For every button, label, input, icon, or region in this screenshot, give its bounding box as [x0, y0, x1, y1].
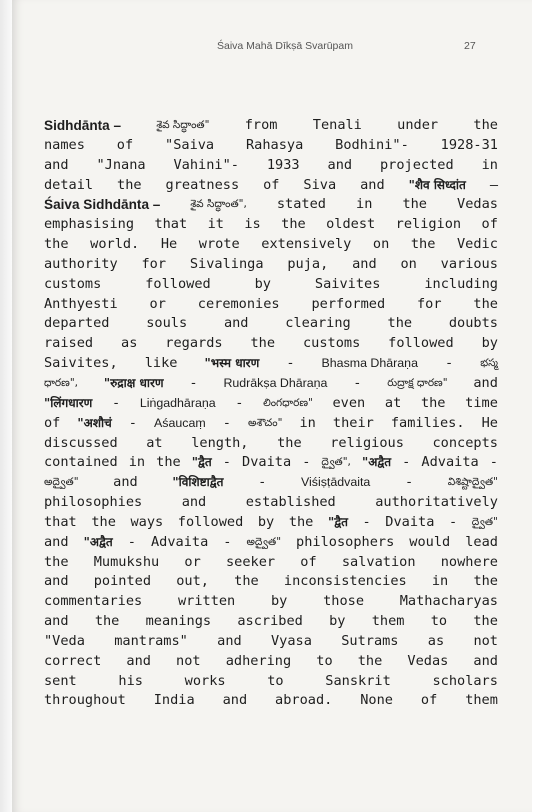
word: Sanskrit	[325, 672, 391, 689]
text-line	[44, 434, 498, 454]
word: like	[144, 355, 178, 372]
word: pointed	[93, 573, 152, 590]
word: inconsistencies	[283, 573, 407, 590]
word: established	[245, 494, 336, 511]
word: and	[360, 176, 385, 193]
word: "Jnana	[96, 156, 146, 173]
word: "अद्वैत	[83, 534, 113, 549]
word: as	[121, 335, 138, 352]
word: written	[177, 593, 236, 610]
word: the	[288, 513, 314, 530]
word: Saivites,	[44, 355, 118, 372]
text-line	[44, 572, 498, 592]
word: in	[481, 156, 498, 173]
word: "लिंगधारण	[44, 395, 93, 410]
word: Viśiṣṭādvaita	[300, 475, 371, 490]
word: in	[128, 454, 146, 471]
page-number: 27	[464, 40, 476, 52]
word: Advaita	[150, 533, 209, 550]
word: అశౌచం"	[247, 416, 283, 429]
word: and	[223, 315, 249, 332]
text-line	[44, 691, 498, 711]
word: "भस्म धारण	[204, 356, 260, 371]
word: for	[417, 295, 442, 312]
word: that	[44, 513, 77, 530]
text-line	[44, 493, 498, 513]
word: Dvaita	[385, 513, 435, 530]
word: greatness	[165, 176, 240, 193]
word: -	[286, 355, 295, 372]
word: అద్వైత"	[44, 476, 79, 489]
word: శైవ సిద్ధాంత",	[190, 198, 247, 211]
word: religion	[395, 216, 462, 233]
word: by	[329, 613, 346, 630]
word: "द्वैत	[191, 455, 212, 470]
word: authoritatively	[375, 494, 498, 511]
word: from	[244, 117, 278, 133]
word: ద్వైత",	[321, 456, 351, 469]
word: విశిష్టాద్వైత"	[447, 476, 498, 489]
word: Liṅgadhāraṇa	[139, 395, 216, 410]
word: the	[156, 454, 181, 471]
word: and	[181, 494, 207, 511]
text-line	[44, 652, 498, 672]
word: regards	[165, 335, 223, 352]
word: their	[332, 414, 374, 431]
word: the	[357, 652, 383, 669]
word: not	[176, 652, 201, 669]
text-line	[44, 275, 498, 295]
word: -	[128, 414, 137, 431]
word: Mathacharyas	[399, 593, 498, 610]
word: religious	[330, 434, 404, 451]
word: ways	[130, 513, 164, 530]
word: for	[141, 255, 167, 272]
word: రుద్రాక్ష ధారణ"	[387, 376, 448, 389]
running-header: Śaiva Mahā Dīkṣā Svarūpam	[217, 40, 353, 52]
word: oldest	[326, 216, 376, 233]
word: under	[397, 117, 439, 133]
word: of	[481, 216, 498, 233]
word: -	[223, 533, 232, 550]
word: doubts	[448, 315, 498, 332]
word: followed	[177, 513, 244, 530]
word: అద్వైత"	[246, 535, 282, 548]
word: and	[217, 632, 242, 649]
word: performed	[311, 295, 386, 312]
word: of	[263, 176, 280, 193]
word: -	[189, 374, 198, 391]
word: even	[332, 394, 366, 411]
word: -	[362, 513, 371, 530]
word: scholars	[432, 672, 498, 689]
text-line	[44, 394, 498, 414]
word: Bodhini"-	[335, 136, 409, 153]
word: extensively	[261, 236, 352, 253]
word: Vedic	[456, 236, 498, 253]
word: He	[160, 236, 178, 253]
word: and	[44, 613, 69, 630]
word: He	[481, 414, 498, 431]
word: the	[277, 434, 302, 451]
word: and	[44, 156, 69, 173]
word: seeker	[225, 553, 276, 570]
word: in	[431, 573, 449, 590]
text-line	[44, 295, 498, 315]
word: on	[400, 255, 417, 272]
text-line	[44, 255, 498, 275]
word: would	[409, 533, 451, 550]
word: stated	[276, 196, 326, 213]
word: Sivalinga	[189, 255, 264, 272]
word: salvation	[341, 553, 416, 570]
word: emphasising	[44, 216, 135, 233]
text-line	[44, 314, 498, 334]
word: puja,	[287, 255, 329, 272]
word: and	[126, 652, 151, 669]
word: the	[402, 196, 427, 213]
word: the	[250, 335, 276, 352]
word: లింగధారణ"	[263, 396, 313, 409]
word: –	[489, 176, 498, 193]
word: those	[323, 593, 365, 610]
word: and	[473, 652, 498, 669]
word: "शैव सिध्दांत	[408, 177, 466, 192]
word: "अद्वैत	[361, 455, 392, 470]
text-line	[44, 672, 498, 692]
word: not	[473, 632, 498, 649]
word: authority	[44, 255, 118, 272]
word: customs	[302, 335, 361, 352]
word: the	[410, 236, 436, 253]
word: the	[91, 513, 116, 530]
word: by	[254, 275, 271, 292]
word: the	[473, 573, 498, 590]
text-line	[44, 116, 498, 136]
word: Bhasma Dhāraṇa	[321, 356, 418, 371]
word: Saivites	[314, 275, 381, 292]
word: ceremonies	[197, 295, 280, 312]
word: the	[473, 117, 498, 133]
word: clearing	[285, 315, 351, 332]
text-line	[44, 533, 498, 553]
word: and	[222, 692, 248, 709]
word: "Saiva	[165, 136, 215, 153]
word: -	[258, 474, 267, 491]
word: and	[44, 573, 69, 590]
text-line	[44, 215, 498, 235]
word: souls	[146, 315, 188, 332]
word: concepts	[432, 434, 498, 451]
word: -	[353, 374, 362, 391]
word: the	[44, 553, 69, 570]
word: out,	[176, 573, 209, 590]
word: the	[387, 315, 413, 332]
text-line	[44, 592, 498, 612]
word: detail	[44, 176, 94, 193]
word: the	[44, 236, 69, 253]
word: the	[234, 573, 259, 590]
word: 1928-31	[440, 136, 498, 153]
word: "अशौचं	[77, 415, 112, 430]
word: or	[149, 295, 166, 312]
word: at	[384, 394, 402, 411]
text-line	[44, 136, 498, 156]
word: meanings	[145, 613, 212, 630]
text-line	[44, 453, 498, 473]
text-line	[44, 176, 498, 196]
word: on	[372, 236, 390, 253]
word: length,	[191, 434, 249, 451]
word: -	[448, 513, 458, 530]
word: philosophers	[296, 533, 395, 550]
word: Aśaucaṃ	[154, 415, 206, 430]
word: None	[360, 692, 393, 709]
word: commentaries	[44, 593, 143, 610]
text-line	[44, 156, 498, 176]
word: India	[153, 692, 195, 709]
word: -	[489, 454, 498, 471]
word: the	[473, 295, 498, 312]
word: Śaiva Sidhdānta –	[44, 197, 161, 213]
word: Dvaita	[242, 454, 292, 471]
word: to	[430, 613, 448, 630]
word: by	[270, 593, 288, 610]
text-line	[44, 195, 498, 215]
word: various	[440, 255, 498, 272]
word: abroad.	[275, 692, 333, 709]
word: names	[44, 136, 85, 153]
word: of	[420, 692, 438, 709]
text-line	[44, 513, 498, 533]
word: nowhere	[440, 553, 498, 570]
word: projected	[380, 156, 454, 173]
word: Vahini"-	[173, 156, 239, 173]
text-line	[44, 414, 498, 434]
word: Rudrākṣa Dhāraṇa	[223, 375, 328, 390]
word: wrote	[198, 236, 240, 253]
text-line	[44, 553, 498, 573]
word: "विशिष्टाद्वैत	[172, 475, 224, 490]
word: Vedas	[407, 652, 449, 669]
word: ద్వైత"	[471, 515, 498, 528]
body-text	[44, 116, 498, 711]
text-line	[44, 334, 498, 354]
word: Sidhdānta –	[44, 118, 122, 133]
word: of	[116, 136, 134, 153]
word: -	[404, 474, 414, 491]
word: sent	[44, 672, 77, 689]
word: as	[427, 632, 445, 649]
word: and	[352, 255, 377, 272]
word: -	[111, 394, 121, 411]
text-line	[44, 473, 498, 493]
text-line	[44, 235, 498, 255]
text-line	[44, 632, 498, 652]
word: Anthyesti	[44, 295, 118, 312]
word: raised	[44, 335, 94, 352]
word: correct	[44, 652, 102, 669]
word: throughout	[44, 692, 126, 709]
word: -	[445, 355, 454, 372]
word: including	[424, 275, 498, 292]
word: that	[154, 216, 188, 233]
word: them	[465, 692, 498, 709]
word: ధారణ",	[44, 376, 78, 389]
word: Vyasa	[271, 632, 312, 649]
word: and	[113, 474, 138, 491]
word: -	[402, 454, 411, 471]
word: by	[481, 335, 498, 352]
word: -	[127, 533, 136, 550]
word: and	[44, 533, 69, 550]
word: of	[300, 553, 317, 570]
word: discussed	[44, 434, 118, 451]
text-line	[44, 354, 498, 374]
word: or	[184, 553, 201, 570]
word: philosophies	[44, 494, 143, 511]
word: Mumukshu	[93, 553, 160, 570]
word: of	[44, 414, 61, 431]
word: world.	[90, 236, 140, 253]
word: to	[267, 672, 284, 689]
word: the	[473, 613, 498, 630]
word: Advaita	[421, 454, 479, 471]
word: works	[184, 672, 226, 689]
word: 1933	[266, 156, 300, 173]
word: contained	[44, 454, 118, 471]
word: it	[207, 216, 224, 233]
word: Sutrams	[341, 632, 399, 649]
word: in	[299, 414, 316, 431]
word: and	[327, 156, 353, 173]
word: customs	[44, 275, 102, 292]
word: Rahasya	[245, 136, 304, 153]
word: "द्वैत	[327, 514, 348, 529]
text-line	[44, 612, 498, 632]
word: followed	[145, 275, 211, 292]
word: followed	[388, 335, 454, 352]
word: -	[235, 394, 244, 411]
word: Siva	[303, 176, 337, 193]
word: is	[244, 216, 261, 233]
word: mantrams"	[114, 632, 188, 649]
word: "Veda	[44, 632, 85, 649]
word: భస్మ	[480, 357, 498, 370]
word: in	[356, 196, 373, 213]
word: -	[222, 454, 231, 471]
word: lead	[465, 533, 498, 550]
word: departed	[44, 315, 110, 332]
word: ascribed	[237, 613, 303, 630]
word: adhering	[225, 652, 292, 669]
word: at	[146, 434, 163, 451]
word: -	[302, 454, 311, 471]
word: his	[118, 672, 143, 689]
word: families.	[390, 414, 465, 431]
word: -	[222, 414, 231, 431]
word: the	[281, 216, 306, 233]
word: the	[94, 613, 120, 630]
word: them	[371, 613, 405, 630]
page-binding-edge	[0, 0, 12, 812]
word: to	[316, 652, 333, 669]
text-line	[44, 374, 498, 394]
word: the	[117, 176, 142, 193]
word: time	[465, 394, 498, 411]
word: Tenali	[312, 117, 362, 133]
word: by	[257, 513, 275, 530]
word: the	[420, 394, 446, 411]
word: "रुद्राक्ष धारण	[103, 375, 164, 390]
word: శైవ సిద్ధాంత"	[156, 119, 210, 131]
word: Vedas	[457, 196, 498, 213]
word: and	[473, 374, 498, 391]
